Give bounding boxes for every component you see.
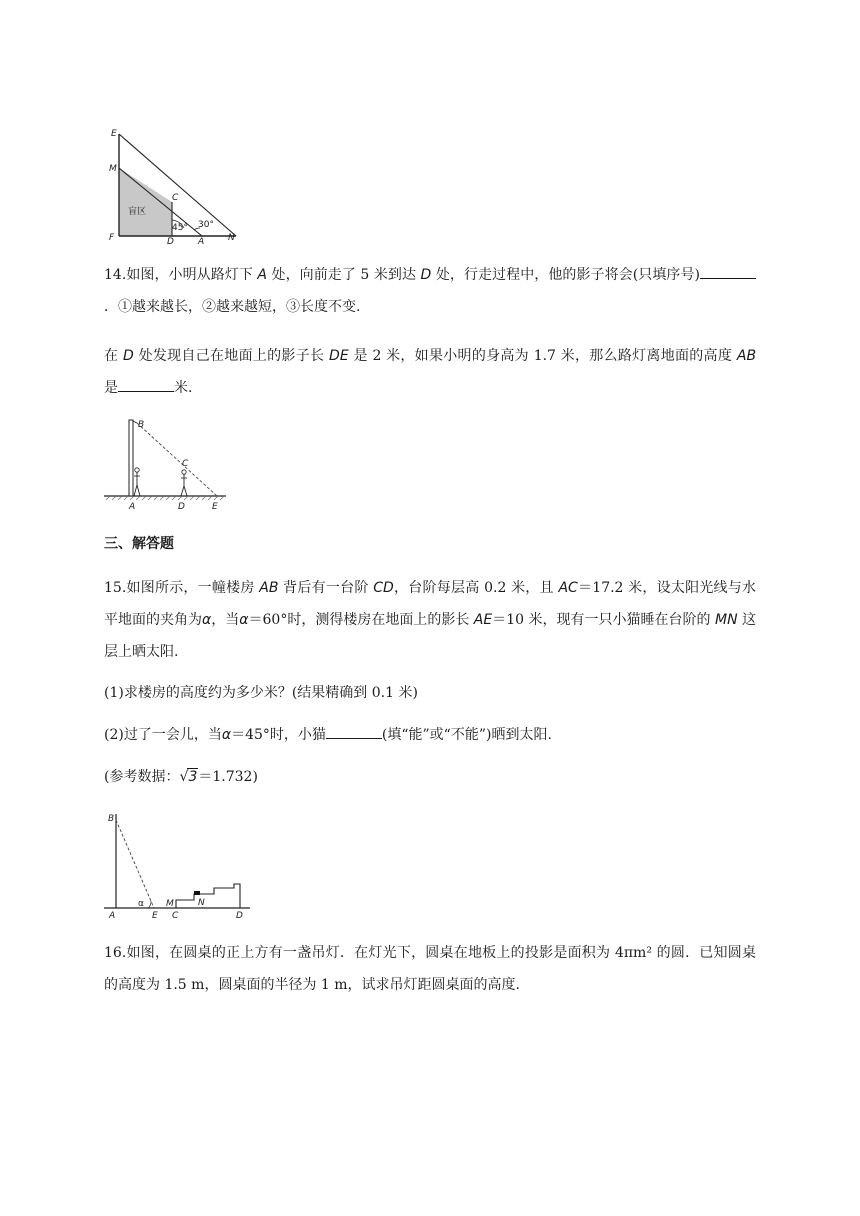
figure-street-lamp (104, 414, 234, 514)
label-A: A (109, 911, 116, 921)
label-alpha: α (138, 899, 144, 909)
label-E: E (111, 129, 117, 139)
section-title: 三、解答题 (104, 536, 174, 552)
sqrt-expression: √ 3 (179, 761, 198, 793)
label-D: D (178, 502, 185, 512)
figure-blind-zone (104, 124, 244, 244)
figure-building-steps (104, 808, 254, 922)
label-N: N (198, 898, 205, 908)
label-B: B (108, 814, 115, 824)
label-C: C (182, 459, 189, 469)
answer-blank-15[interactable] (326, 724, 382, 739)
label-M: M (109, 164, 117, 174)
label-C: C (172, 193, 179, 203)
angle-30: 30° (198, 220, 214, 230)
question-15-sub2: (2)过了一会儿，当α＝45°时，小猫 (填“能”或“不能”)晒到太阳. (104, 719, 756, 751)
label-D: D (236, 911, 243, 921)
label-A: A (198, 237, 205, 244)
radical-sign: √ (179, 769, 189, 785)
label-M: M (166, 899, 174, 909)
answer-blank-14a[interactable] (700, 264, 756, 279)
answer-blank-14b[interactable] (118, 377, 174, 392)
label-E: E (212, 502, 218, 512)
label-F: F (109, 233, 115, 243)
question-14-followup: 在 D 处发现自己在地面上的影子长 DE 是 2 米，如果小明的身高为 1.7 米，那么路灯离地面的高度 AB 是 米. (104, 348, 757, 396)
question-16-text: 16.如图，在圆桌的正上方有一盏吊灯．在灯光下，圆桌在地板上的投影是面积为 4πm² 的圆．已知圆桌的高度为 1.5 m，圆桌面的半径为 1 m，试求吊灯距圆桌面的高度. (104, 945, 756, 993)
region-label: 盲区 (128, 207, 147, 217)
label-C: C (172, 911, 179, 921)
label-B: B (138, 420, 145, 430)
label-D: D (167, 237, 174, 244)
label-E: E (152, 911, 158, 921)
angle-45: 45° (172, 223, 188, 233)
question-14-text: 14.如图，小明从路灯下 A 处，向前走了 5 米到达 D 处，行走过程中，他的影子将会(只填序号)．①越来越长，②越来越短，③长度不变. (104, 259, 756, 323)
question-15-text: 15.如图所示，一幢楼房 AB 背后有一台阶 CD，台阶每层高 0.2 米，且 AC＝17.2 米，设太阳光线与水平地面的夹角为α，当α＝60°时，测得楼房在地面上的影长 AE＝10 米，现有一只小猫睡在台阶的 MN 这层上晒太阳. (104, 580, 757, 660)
label-N: N (228, 233, 235, 243)
question-15-reference: (参考数据： √ 3＝1.732) (104, 761, 756, 793)
label-A: A (129, 502, 136, 512)
question-15-sub1: (1)求楼房的高度约为多少米？(结果精确到 0.1 米) (104, 685, 418, 701)
